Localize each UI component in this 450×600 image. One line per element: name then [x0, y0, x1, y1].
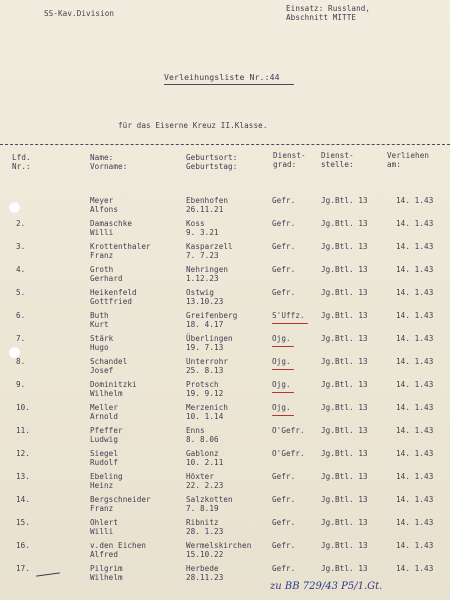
firstname: Hugo: [90, 343, 109, 352]
rank: Gefr.: [272, 564, 296, 573]
unit: Jg.Btl. 13: [321, 357, 368, 366]
col-name-line2: Vorname:: [90, 162, 128, 171]
col-awarded-line2: am:: [387, 160, 402, 169]
unit: Jg.Btl. 13: [321, 288, 368, 297]
unit: Jg.Btl. 13: [321, 265, 368, 274]
surname: Bergschneider: [90, 495, 151, 504]
row-number: 7.: [16, 334, 26, 343]
col-nr-line2: Nr.:: [12, 162, 31, 171]
unit: Jg.Btl. 13: [321, 242, 368, 251]
awarded-date: 14. 1.43: [396, 196, 434, 205]
birth-place: Unterrohr: [186, 357, 229, 366]
birth-place: Gablonz: [186, 449, 219, 458]
birth-place: Greifenberg: [186, 311, 238, 320]
rank: O'Gefr.: [272, 449, 305, 458]
surname: Heikenfeld: [90, 288, 137, 297]
unit: Jg.Btl. 13: [321, 196, 368, 205]
birth-date: 10. 1.14: [186, 412, 224, 421]
rank: Gefr.: [272, 541, 296, 550]
birth-place: Nehringen: [186, 265, 229, 274]
birth-place: Protsch: [186, 380, 219, 389]
unit: Jg.Btl. 13: [321, 472, 368, 481]
row-number: 13.: [16, 472, 31, 481]
awarded-date: 14. 1.43: [396, 564, 434, 573]
firstname: Franz: [90, 504, 114, 513]
birth-place: Kasparzell: [186, 242, 233, 251]
pencil-tick-mark: [36, 572, 60, 576]
awarded-date: 14. 1.43: [396, 334, 434, 343]
row-number: 8.: [16, 357, 26, 366]
birth-date: 19. 7.13: [186, 343, 224, 352]
row-number: 12.: [16, 449, 31, 458]
birth-place: Herbede: [186, 564, 219, 573]
surname: Siegel: [90, 449, 119, 458]
awarded-date: 14. 1.43: [396, 472, 434, 481]
unit: Jg.Btl. 13: [321, 518, 368, 527]
surname: Groth: [90, 265, 114, 274]
rank: Gefr.: [272, 495, 296, 504]
birth-place: Ebenhofen: [186, 196, 229, 205]
birth-date: 8. 8.06: [186, 435, 219, 444]
surname: Stärk: [90, 334, 114, 343]
birth-place: Salzkotten: [186, 495, 233, 504]
rank: Gefr.: [272, 472, 296, 481]
award-subtitle: für das Eiserne Kreuz II.Klasse.: [118, 121, 268, 130]
unit: Jg.Btl. 13: [321, 219, 368, 228]
birth-place: Koss: [186, 219, 205, 228]
unit: Jg.Btl. 13: [321, 449, 368, 458]
row-number: 11.: [16, 426, 31, 435]
awarded-date: 14. 1.43: [396, 541, 434, 550]
birth-date: 7. 8.19: [186, 504, 219, 513]
surname: Pilgrim: [90, 564, 123, 573]
rank: Ojg.: [272, 380, 291, 389]
birth-date: 9. 3.21: [186, 228, 219, 237]
birth-place: Enns: [186, 426, 205, 435]
birth-date: 25. 8.13: [186, 366, 224, 375]
col-birth-line2: Geburtstag:: [186, 162, 238, 171]
red-underline: [272, 392, 294, 393]
birth-place: Wermelskirchen: [186, 541, 252, 550]
birth-date: 26.11.21: [186, 205, 224, 214]
birth-date: 1.12.23: [186, 274, 219, 283]
red-underline: [272, 346, 294, 347]
row-number: 16.: [16, 541, 31, 550]
row-number: 14.: [16, 495, 31, 504]
surname: Krottenthaler: [90, 242, 151, 251]
awarded-date: 14. 1.43: [396, 403, 434, 412]
rank: Gefr.: [272, 265, 296, 274]
rank: Gefr.: [272, 196, 296, 205]
birth-date: 22. 2.23: [186, 481, 224, 490]
firstname: Arnold: [90, 412, 119, 421]
header-separator: [0, 144, 450, 145]
row-number: 6.: [16, 311, 26, 320]
rank: Ojg.: [272, 334, 291, 343]
awarded-date: 14. 1.43: [396, 242, 434, 251]
rank: O'Gefr.: [272, 426, 305, 435]
firstname: Wilhelm: [90, 573, 123, 582]
row-number: 4.: [16, 265, 26, 274]
col-nr-line1: Lfd.: [12, 153, 31, 162]
awarded-date: 14. 1.43: [396, 288, 434, 297]
birth-date: 28. 1.23: [186, 527, 224, 536]
surname: Meller: [90, 403, 119, 412]
rank: Gefr.: [272, 518, 296, 527]
red-underline: [272, 323, 308, 324]
rank: Gefr.: [272, 242, 296, 251]
rank: Ojg.: [272, 357, 291, 366]
row-number: 9.: [16, 380, 26, 389]
col-unit-line2: stelle:: [321, 160, 354, 169]
list-title: Verleihungsliste Nr.:44: [164, 72, 280, 82]
firstname: Ludwig: [90, 435, 119, 444]
awarded-date: 14. 1.43: [396, 357, 434, 366]
firstname: Kurt: [90, 320, 109, 329]
rank: S'Uffz.: [272, 311, 305, 320]
surname: Ebeling: [90, 472, 123, 481]
firstname: Wilhelm: [90, 389, 123, 398]
birth-date: 15.10.22: [186, 550, 224, 559]
red-underline: [272, 369, 294, 370]
list-title-underline: [164, 84, 294, 85]
awarded-date: 14. 1.43: [396, 265, 434, 274]
col-unit-line1: Dienst-: [321, 151, 354, 160]
birth-place: Ribnitz: [186, 518, 219, 527]
unit: Jg.Btl. 13: [321, 334, 368, 343]
col-birth-line1: Geburtsort:: [186, 153, 238, 162]
surname: Buth: [90, 311, 109, 320]
firstname: Willi: [90, 527, 114, 536]
unit: Jg.Btl. 13: [321, 380, 368, 389]
handwritten-note: zu BB 729/43 P5/1.Gt.: [270, 581, 383, 592]
firstname: Gerhard: [90, 274, 123, 283]
col-rank-line1: Dienst-: [273, 151, 306, 160]
surname: Meyer: [90, 196, 114, 205]
row-number: 10.: [16, 403, 31, 412]
row-number: 15.: [16, 518, 31, 527]
awarded-date: 14. 1.43: [396, 311, 434, 320]
firstname: Heinz: [90, 481, 114, 490]
unit: Jg.Btl. 13: [321, 541, 368, 550]
unit: Jg.Btl. 13: [321, 426, 368, 435]
row-number: 2.: [16, 219, 26, 228]
birth-date: 13.10.23: [186, 297, 224, 306]
firstname: Gottfried: [90, 297, 133, 306]
row-number: 5.: [16, 288, 26, 297]
col-name-line1: Name:: [90, 153, 114, 162]
birth-date: 18. 4.17: [186, 320, 224, 329]
unit: Jg.Btl. 13: [321, 495, 368, 504]
firstname: Franz: [90, 251, 114, 260]
row-number: 3.: [16, 242, 26, 251]
birth-place: Höxter: [186, 472, 215, 481]
birth-place: Ostwig: [186, 288, 215, 297]
deployment-line-2: Abschnitt MITTE: [286, 13, 357, 22]
birth-date: 10. 2.11: [186, 458, 224, 467]
unit: Jg.Btl. 13: [321, 311, 368, 320]
birth-date: 7. 7.23: [186, 251, 219, 260]
firstname: Rudolf: [90, 458, 119, 467]
awarded-date: 14. 1.43: [396, 495, 434, 504]
awarded-date: 14. 1.43: [396, 426, 434, 435]
surname: Ohlert: [90, 518, 119, 527]
deployment-line-1: Einsatz: Russland,: [286, 4, 371, 13]
rank: Gefr.: [272, 219, 296, 228]
col-rank-line2: grad:: [273, 160, 297, 169]
firstname: Josef: [90, 366, 114, 375]
birth-place: Überlingen: [186, 334, 233, 343]
unit: Jg.Btl. 13: [321, 403, 368, 412]
surname: Dominitzki: [90, 380, 137, 389]
awarded-date: 14. 1.43: [396, 219, 434, 228]
awarded-date: 14. 1.43: [396, 518, 434, 527]
punch-hole: [8, 201, 21, 214]
col-awarded-line1: Verliehen: [387, 151, 430, 160]
birth-place: Merzenich: [186, 403, 229, 412]
rank: Gefr.: [272, 288, 296, 297]
firstname: Alfons: [90, 205, 119, 214]
birth-date: 19. 9.12: [186, 389, 224, 398]
surname: Schandel: [90, 357, 128, 366]
firstname: Alfred: [90, 550, 119, 559]
division-header: SS-Kav.Division: [44, 9, 115, 18]
rank: Ojg.: [272, 403, 291, 412]
awarded-date: 14. 1.43: [396, 449, 434, 458]
surname: Pfeffer: [90, 426, 123, 435]
unit: Jg.Btl. 13: [321, 564, 368, 573]
row-number: 17.: [16, 564, 31, 573]
surname: v.den Eichen: [90, 541, 147, 550]
red-underline: [272, 415, 294, 416]
birth-date: 28.11.23: [186, 573, 224, 582]
firstname: Willi: [90, 228, 114, 237]
awarded-date: 14. 1.43: [396, 380, 434, 389]
surname: Damaschke: [90, 219, 133, 228]
